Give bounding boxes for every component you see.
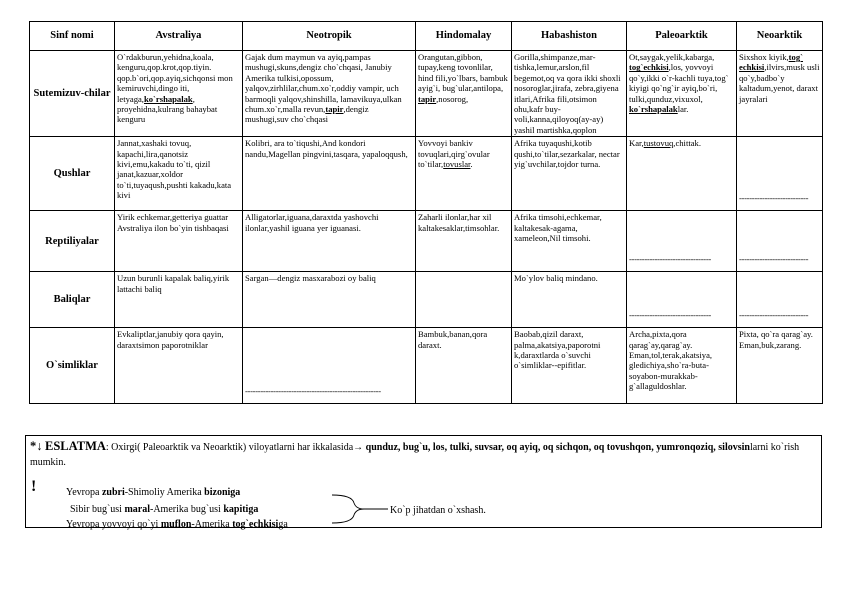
table-row [30, 137, 823, 211]
cell-nearctic [737, 272, 823, 328]
example-text: -Shimoliy Amerika [124, 487, 205, 498]
example-text: ga [278, 519, 288, 530]
empty-dashes: --------------------------- [739, 192, 809, 203]
cell-ethiopia: Baobab,qizil daraxt, palma,akatsiya,paporotni k,daraxtlarda o`suvchi o`simliklar--epifitlar. [512, 328, 627, 404]
cell-neotropic: Sargan—dengiz masxarabozi oy baliq [243, 272, 416, 328]
zoogeography-table [29, 21, 823, 404]
example-animal: bizoniga [204, 487, 241, 498]
exclamation-mark: ! [31, 478, 37, 495]
example-line [70, 504, 258, 516]
row-class-name: Sutemizuv-chilar [30, 51, 115, 137]
cell-nearctic: Pixta, qo`ra qarag`ay. Eman,buk,zarang. [737, 328, 823, 404]
header-australia: Avstraliya [115, 22, 243, 51]
header-indomalaya: Hindomalay [416, 22, 512, 51]
header-class-name: Sinf nomi [30, 22, 115, 51]
cell-indomalaya: Bambuk,banan,qora daraxt. [416, 328, 512, 404]
example-animal: tog`echkisi [232, 519, 279, 530]
cell-australia: Uzun burunli kapalak baliq,yirik lattachi baliq [115, 272, 243, 328]
example-text: Sibir bug`usi [70, 504, 125, 515]
table-row [30, 51, 823, 137]
row-class-name: Qushlar [30, 137, 115, 211]
example-animal: zubri [101, 487, 125, 498]
example-animal: maral [124, 504, 150, 515]
header-neotropic: Neotropik [243, 22, 416, 51]
cell-ethiopia: Afrika timsohi,echkemar, kaltakesak-agama, xameleon,Nil timsohi. [512, 211, 627, 272]
example-text: -Amerika [191, 519, 233, 530]
right-brace-icon [330, 493, 390, 525]
cell-indomalaya: Yovvoyi bankiv tovuqlari,qirg`ovular to`tilar,tovuslar. [416, 137, 512, 211]
note-text [30, 439, 815, 470]
note-mark: *↓ [30, 439, 43, 453]
note-animal-list: qunduz, bug`u, los, tulki, suvsar, oq ayiq, oq sichqon, oq tovushqon, yumronqoziq, silovsin [365, 442, 750, 453]
header-ethiopia: Habashiston [512, 22, 627, 51]
empty-dashes: -------------------------------- [629, 309, 711, 320]
cell-indomalaya: Zaharli ilonlar,har xil kaltakesaklar,timsohlar. [416, 211, 512, 272]
cell-ethiopia: Mo`ylov baliq mindano. [512, 272, 627, 328]
example-line [66, 487, 240, 499]
header-palearctic: Paleoarktik [627, 22, 737, 51]
cell-ethiopia: Gorilla,shimpanze,mar-tishka,lemur,arslon,fil begemot,oq va qora ikki shoxli nosoroglar,jirafa, zebra,giyena itlari,Afrika fili,otsimon ohu,kafr buy-voli,kanna,qiloyoq(ay-ay) yashil martishka,qoplon [512, 51, 627, 137]
note-ending: larni ko`rish mumkin. [30, 442, 800, 468]
header-nearctic: Neoarktik [737, 22, 823, 51]
cell-neotropic [243, 328, 416, 404]
cell-australia: Yirik echkemar,getteriya guattar Avstraliya ilon bo`yin tishbaqasi [115, 211, 243, 272]
table-row [30, 211, 823, 272]
example-line [66, 519, 288, 531]
example-text: Yevropa [66, 487, 102, 498]
empty-dashes: --------------------------- [739, 309, 809, 320]
cell-palearctic [627, 211, 737, 272]
cell-nearctic: Sixshox kiyik,tog` echkisi,ilvirs,musk usli qo`y,badbo`y kaltadum,yenot, daraxt jayralari [737, 51, 823, 137]
cell-ethiopia: Afrika tuyaqushi,kotib qushi,to`tilar,sezarkalar, nectar yig`uvchilar,tojdor turna. [512, 137, 627, 211]
cell-australia: O`rdakburun,yehidna,koala, kenguru,qop.krot,qop.tiyin. qop.b`ori,qop.ayiq,sichqonsi mon kemiruvchi,dingo iti, letyaga,ko`rshapalak, proyehidna,kulrang bahaybat kenguru [115, 51, 243, 137]
empty-dashes: --------------------------- [739, 253, 809, 264]
header-row [30, 22, 823, 51]
cell-indomalaya: Orangutan,gibbon, tupay,keng tovonlilar, hind fili,yo`lbars, bambuk ayig`i, bug`ular,antilopa, tapir,nosorog, [416, 51, 512, 137]
cell-neotropic: Gajak dum maymun va ayiq,pampas mushugi,skuns,dengiz cho`chqasi, Janubiy Amerika tulkisi,opossum, yalqov,zirhlilar,chum.xo`r,oddiy vampir, uch barmoqli yalqov,shinshilla, lamavikuya,ulkan chum.xo`r,malla revun,tapir,dengiz mushugi,suv cho`chqasi [243, 51, 416, 137]
table-row [30, 328, 823, 404]
table-row [30, 272, 823, 328]
example-text: -Amerika bug`usi [150, 504, 224, 515]
cell-australia: Evkaliptlar,janubiy qora qayin, daraxtsimon paporotniklar [115, 328, 243, 404]
empty-dashes: ----------------------------------------------------- [245, 385, 381, 396]
cell-palearctic: Ot,saygak,yelik,kabarga, tog`echkisi,los, yovvoyi qo`y,ikki o`r-kachli tuya,tog` kiyigi qo`ng`ir ayiq,bo`ri, tulki,qunduz,vixuxol, ko`rshapalaklar. [627, 51, 737, 137]
cell-neotropic: Kolibri, ara to`tiqushi,And kondori nandu,Magellan pingvini,tasqara, yapaloqqush, [243, 137, 416, 211]
cell-neotropic: Alligatorlar,iguana,daraxtda yashovchi ilonlar,yashil iguana yer iguanasi. [243, 211, 416, 272]
example-animal: muflon [160, 519, 192, 530]
empty-dashes: -------------------------------- [629, 253, 711, 264]
row-class-name: O`simliklar [30, 328, 115, 404]
row-class-name: Reptiliyalar [30, 211, 115, 272]
cell-australia: Jannat,xashaki tovuq, kapachi,lira,qanotsiz kivi,emu,kakadu to`ti, qizil janat,kazuar,xoldor to`ti,tuyaqush,pushti kakadu,kata kivi [115, 137, 243, 211]
cell-palearctic [627, 272, 737, 328]
conclusion-text: Ko`p jihatdan o`xshash. [390, 505, 486, 516]
cell-indomalaya [416, 272, 512, 328]
cell-palearctic: Kar,tustovuq,chittak. [627, 137, 737, 211]
cell-nearctic [737, 211, 823, 272]
example-text: Yevropa yovvoyi qo`yi [66, 519, 161, 530]
cell-palearctic: Archa,pixta,qora qarag`ay,qarag`ay. Eman,tol,terak,akatsiya, gledichiya,sho`ra-buta-soyabon-murakkab-g`allaguldoshlar. [627, 328, 737, 404]
note-title: ESLATMA [45, 439, 106, 453]
cell-nearctic [737, 137, 823, 211]
example-animal: kapitiga [223, 504, 259, 515]
note-box [25, 435, 822, 528]
row-class-name: Baliqlar [30, 272, 115, 328]
note-intro: : Oxirgi( Paleoarktik va Neoarktik) viloyatlarni har ikkalasida→ [105, 442, 366, 453]
